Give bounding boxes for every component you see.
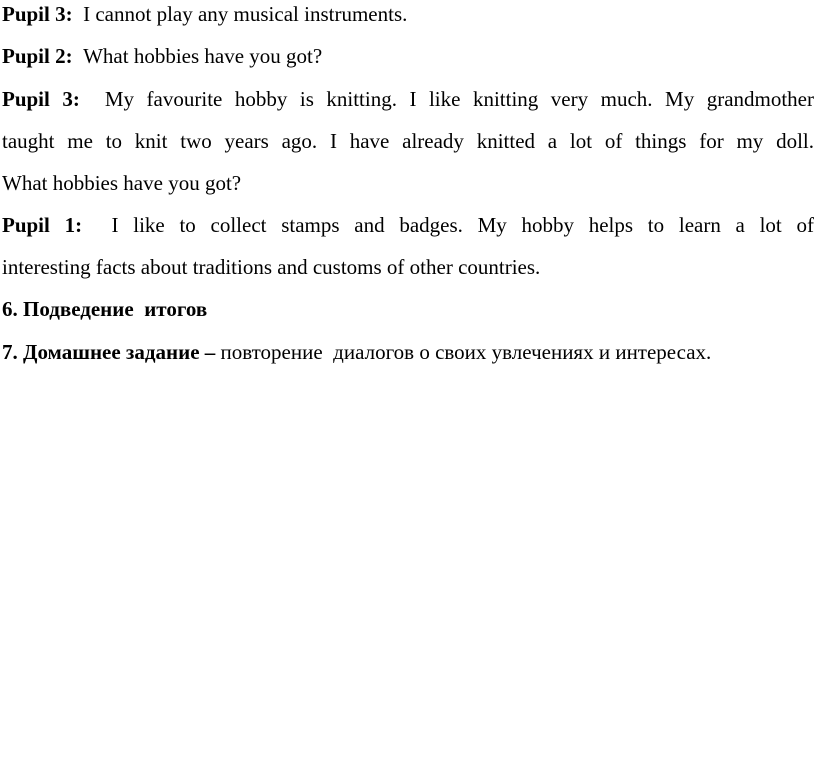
section-heading: 6. Подведение итогов (2, 297, 208, 321)
homework-text: повторение диалогов о своих увлечениях и интересах. (220, 340, 712, 364)
dash: – (204, 340, 216, 364)
dialogue-text: What hobbies have you got? (83, 44, 323, 68)
speaker-label: Pupil 2: (2, 44, 73, 68)
dialogue-line (2, 173, 241, 194)
dialogue-text: I like to collect stamps and badges. My hobby helps to learn a lot of (111, 213, 814, 237)
dialogue-line (2, 89, 814, 110)
dialogue-text: What hobbies have you got? (2, 171, 242, 195)
speaker-label: Pupil 1: (2, 213, 83, 237)
dialogue-line (2, 131, 814, 152)
dialogue-line (2, 46, 322, 67)
dialogue-text: taught me to knit two years ago. I have already knitted a lot of things for my doll. (2, 129, 814, 153)
dialogue-line (2, 4, 407, 25)
section-heading: 7. Домашнее задание (2, 340, 200, 364)
dialogue-line (2, 215, 814, 236)
dialogue-text: I cannot play any musical instruments. (83, 2, 408, 26)
section-7-line (2, 342, 711, 363)
speaker-label: Pupil 3: (2, 87, 80, 111)
dialogue-text: interesting facts about traditions and customs of other countries. (2, 255, 541, 279)
section-6-heading (2, 299, 207, 320)
dialogue-line (2, 257, 540, 278)
dialogue-text: My favourite hobby is knitting. I like knitting very much. My grandmother (104, 87, 814, 111)
speaker-label: Pupil 3: (2, 2, 73, 26)
